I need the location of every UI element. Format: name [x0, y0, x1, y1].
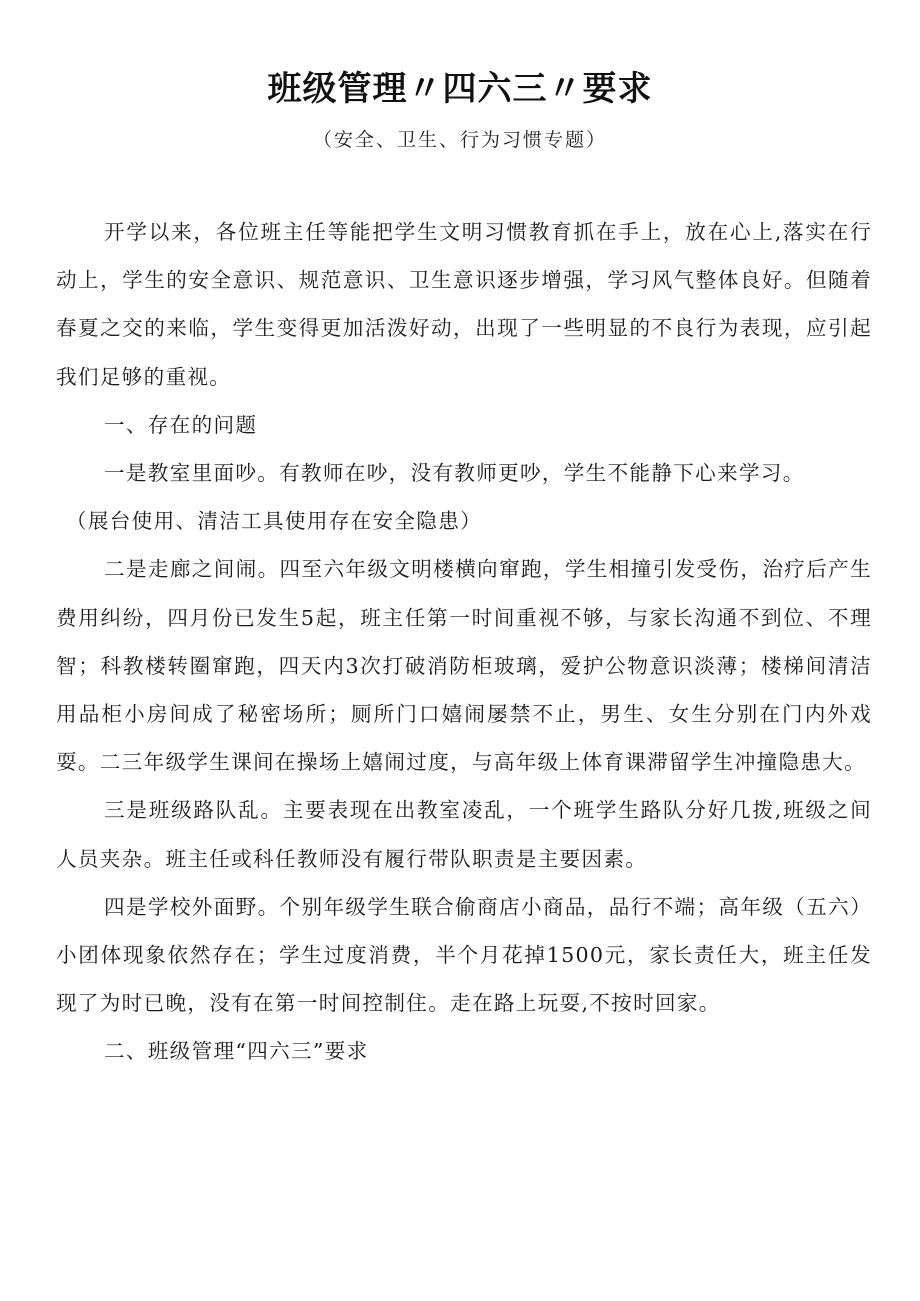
problem-three-paragraph: 三是班级路队乱。主要表现在出教室凌乱，一个班学生路队分好几拨,班级之间人员夹杂。班主任或科任教师没有履行带队职责是主要因素。 [56, 798, 872, 871]
document-title: 班级管理〃四六三〃要求 [267, 69, 653, 109]
document-body [56, 208, 872, 1076]
document-subtitle: （安全、卫生、行为习惯专题） [312, 129, 607, 151]
intro-paragraph: 开学以来，各位班主任等能把学生文明习惯教育抓在手上，放在心上,落实在行动上，学生的安全意识、规范意识、卫生意识逐步增强，学习风气整体良好。但随着春夏之交的来临，学生变得更加活泼好动，出现了一些明显的不良行为表现，应引起我们足够的重视。 [56, 220, 872, 389]
problem-one-paragraph: 一是教室里面吵。有教师在吵，没有教师更吵，学生不能静下心来学习。 [104, 461, 805, 486]
section-heading-requirements: 二、班级管理“四六三”要求 [104, 1039, 369, 1064]
problem-one-note: （展台使用、清洁工具使用存在安全隐患） [66, 509, 482, 534]
problem-four-paragraph: 四是学校外面野。个别年级学生联合偷商店小商品，品行不端；高年级（五六）小团体现象依然存在；学生过度消费，半个月花掉1500元，家长责任大，班主任发现了为时已晚，没有在第一时间控制住。走在路上玩耍,不按时回家。 [56, 894, 872, 1016]
section-heading-problems: 一、存在的问题 [104, 412, 258, 437]
problem-two-paragraph: 二是走廊之间闹。四至六年级文明楼横向窜跑，学生相撞引发受伤，治疗后产生费用纠纷，四月份已发生5起，班主任第一时间重视不够，与家长沟通不到位、不理智；科教楼转圈窜跑，四天内3次打破消防柜玻璃，爱护公物意识淡薄；楼梯间清洁用品柜小房间成了秘密场所；厕所门口嬉闹屡禁不止，男生、女生分别在门内外戏耍。二三年级学生课间在操场上嬉闹过度，与高年级上体育课滞留学生冲撞隐患大。 [56, 557, 872, 775]
